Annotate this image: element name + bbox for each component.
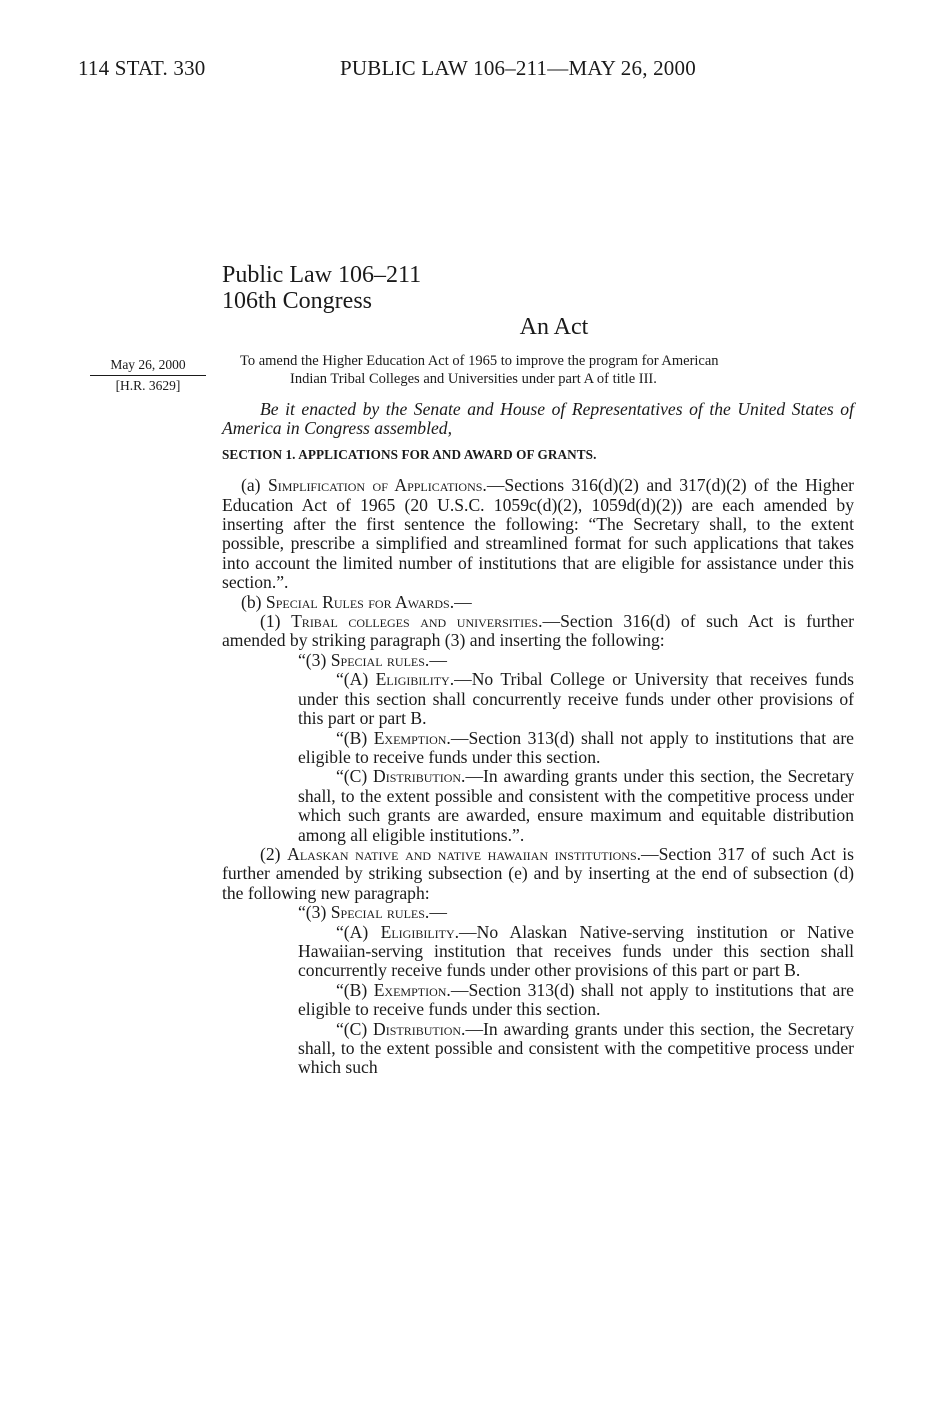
paragraph-b2-3: “(3) Special rules.— xyxy=(298,902,447,923)
subparagraph-b1-a: “(A) Eligibility.—No Tribal College or University that receives funds under this section shall concurrently receive funds under other provisions of this part or part B. xyxy=(298,669,854,729)
paragraph-b2-heading: Alaskan native and native hawaiian institutions. xyxy=(287,843,642,864)
subsection-b-heading: Special Rules for Awards. xyxy=(265,591,455,612)
subparagraph-b2-c: “(C) Distribution.—In awarding grants under this section, the Secretary shall, to the extent possible and consistent with the competitive process under which such xyxy=(298,1018,854,1078)
section-heading: SECTION 1. APPLICATIONS FOR AND AWARD OF GRANTS. xyxy=(222,446,597,462)
paragraph-b1-heading: Tribal colleges and universities. xyxy=(291,611,543,632)
subsection-b: (b) Special Rules for Awards.— xyxy=(241,591,472,612)
subparagraph-b1-b: “(B) Exemption.—Section 313(d) shall not apply to institutions that are eligible to receive funds under this section. xyxy=(298,727,854,767)
bill-number: [H.R. 3629] xyxy=(115,378,181,393)
paragraph-b1-3: “(3) Special rules.— xyxy=(298,649,447,670)
enacting-clause: Be it enacted by the Senate and House of Representatives of the United States of America in Congress assembled, xyxy=(222,399,854,439)
running-head: PUBLIC LAW 106–211—MAY 26, 2000 xyxy=(340,56,696,80)
subsection-a-heading: Simplification of Applications. xyxy=(267,475,487,496)
subparagraph-b1-c: “(C) Distribution.—In awarding grants under this section, the Secretary shall, to the extent possible and consistent with the competitive process under which such grants are awarded, ensure maximum and equitable distribution among all eligible institutions.”. xyxy=(298,766,854,845)
paragraph-b2: (2) Alaskan native and native hawaiian institutions.—Section 317 of such Act is further amended by striking subsection (e) and by inserting at the end of subsection (d) the following new paragraph: xyxy=(222,843,854,903)
long-title xyxy=(240,352,860,388)
subsection-a: (a) Simplification of Applications.—Sections 316(d)(2) and 317(d)(2) of the Higher Education Act of 1965 (20 U.S.C. 1059c(d)(2), 1059d(d)(2)) are each amended by inserting after the first sentence the following: “The Secretary shall, to the extent possible, prescribe a simplified and streamlined format for such applications that takes into account the limited number of institutions that are eligible for assistance under this section.”. xyxy=(222,475,854,593)
act-body xyxy=(222,400,854,1078)
folio: 114 STAT. 330 xyxy=(78,56,206,80)
running-header xyxy=(78,56,696,81)
subparagraph-b2-a: “(A) Eligibility.—No Alaskan Native-serving institution or Native Hawaiian-serving institution that receives funds under this section shall concurrently receive funds under other provisions of this part or part B. xyxy=(298,921,854,981)
long-title-line-2: Indian Tribal Colleges and Universities under part A of title III. xyxy=(290,371,657,387)
subparagraph-b2-b: “(B) Exemption.—Section 313(d) shall not apply to institutions that are eligible to receive funds under this section. xyxy=(298,979,854,1020)
margin-note xyxy=(84,355,212,395)
law-citation-block xyxy=(222,262,421,314)
public-law-number: Public Law 106–211 xyxy=(222,262,422,288)
congress-number: 106th Congress xyxy=(222,288,372,314)
paragraph-b1: (1) Tribal colleges and universities.—Section 316(d) of such Act is further amended by striking paragraph (3) and inserting the following: xyxy=(222,611,854,651)
act-heading: An Act xyxy=(519,314,589,340)
long-title-line-1: To amend the Higher Education Act of 1965 to improve the program for American xyxy=(240,353,719,369)
enactment-date: May 26, 2000 xyxy=(110,357,186,372)
